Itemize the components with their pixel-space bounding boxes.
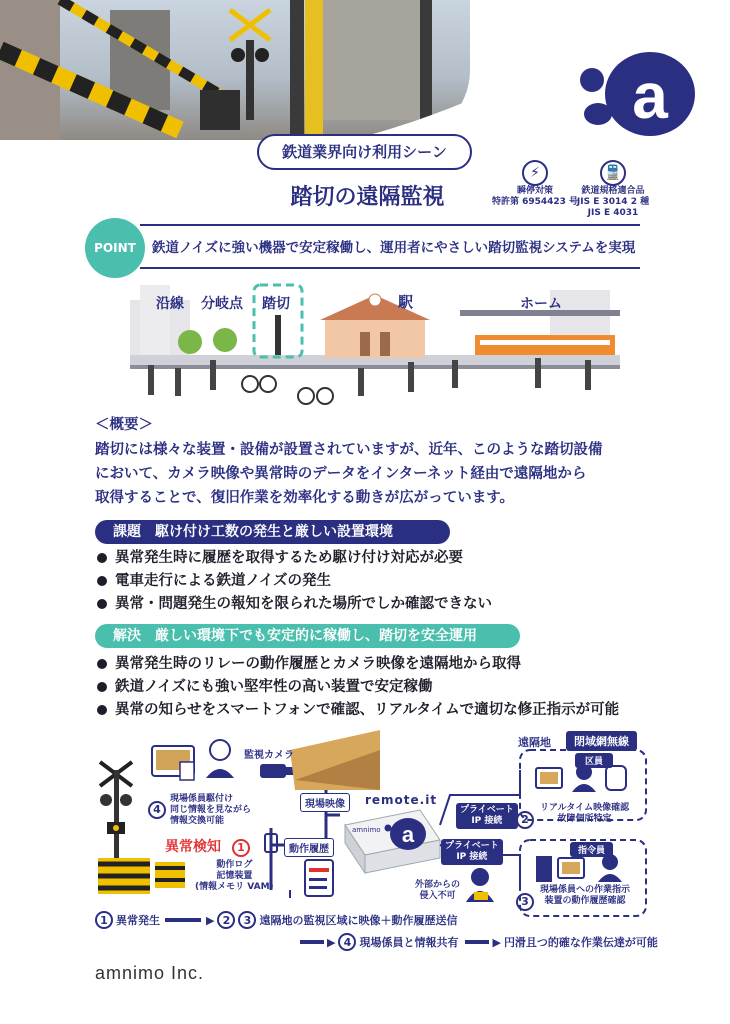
overview-heading: ＜概要＞ (95, 417, 153, 433)
issue-item-2-text: 電車走行による鉄道ノイズの発生 (115, 573, 332, 589)
standard-badge (578, 160, 648, 219)
standard-badge-line3: JIS E 4031 (587, 208, 639, 218)
device-label-3: (情報メモリ VAM) (195, 882, 274, 892)
arrow-right-icon (165, 918, 201, 922)
barrier-icon (98, 858, 185, 894)
solution-item-2-text: 鉄道ノイズにも強い堅牢性の高い装置で安定稼働 (115, 679, 433, 695)
point-badge: POINT (85, 218, 145, 278)
closed-network-tag: 閉域網無線 (566, 731, 637, 751)
step4-badge: 4 (148, 798, 166, 819)
step4-text-3: 情報交換可能 (170, 816, 225, 826)
solution-item-2 (97, 676, 433, 699)
overview-line-2: において、カメラ映像や異常時のデータをインターネット経由で遠隔地から (95, 466, 587, 482)
step1-badge: 1 (232, 836, 250, 857)
standard-badge-line1: 鉄道規格適合品 (581, 186, 645, 196)
solution-heading: 解決 厳しい環境下でも安定的に稼働し、踏切を安全運用 (95, 624, 520, 648)
remote-label: 遠隔地 (518, 736, 551, 749)
issue-item-1-text: 異常発生時に履歴を取得するため駆け付け対応が必要 (115, 550, 463, 566)
flow-step23-text: 遠隔地の監視区域に映像＋動作履歴送信 (259, 914, 458, 927)
device-brand: amnimo (352, 826, 381, 834)
device-label (195, 860, 274, 893)
router-device-icon (345, 810, 440, 873)
illustration-label-platform: ホーム (520, 296, 562, 312)
train-icon: 🚆 (600, 160, 626, 186)
camera-icon (260, 764, 294, 778)
staff-text-2: 故障個所特定 (557, 814, 612, 824)
arrow-right-icon (300, 940, 324, 944)
illustration-label-junction: 分岐点 (201, 296, 243, 312)
camera-label: 監視カメラ (244, 750, 294, 761)
svg-text:a: a (401, 822, 415, 847)
intrusion-label-2: 侵入不可 (419, 891, 456, 901)
overview-line-1: 踏切には様々な装置・設備が設置されていますが、近年、このような踏切設備 (95, 442, 603, 458)
scene-label: 鉄道業界向け利用シーン (257, 134, 472, 170)
issue-item-2 (97, 570, 331, 593)
patent-badge-line1: 瞬停対策 (516, 186, 553, 196)
anomaly-label: 異常検知 (165, 839, 221, 855)
company-name: amnimo Inc. (95, 963, 205, 983)
step4-text (170, 794, 251, 827)
staff-text (540, 803, 629, 825)
device-label-2: 記憶装置 (216, 871, 253, 881)
private-ip-tag-1 (456, 803, 518, 829)
solution-item-3 (97, 699, 619, 722)
staff-tag: 区員 (575, 753, 613, 768)
point-bottom-rule (140, 267, 640, 269)
step4-text-1: 現場係員駆付け (170, 794, 234, 804)
private-ip-tag-2-line2: IP 接続 (456, 852, 488, 862)
private-ip-tag-2-line1: プライベート (445, 841, 499, 851)
crossing-signal-icon (100, 762, 132, 870)
issue-item-3 (97, 593, 492, 616)
page-title: 踏切の遠隔監視 (290, 185, 445, 210)
issue-item-1 (97, 547, 463, 570)
lightning-icon: ⚡ (522, 160, 548, 186)
illustration-label-wayside: 沿線 (156, 296, 184, 312)
private-ip-tag-1-line1: プライベート (460, 805, 514, 815)
intrusion-label-1: 外部からの (415, 880, 461, 890)
step4-text-2: 同じ情報を見ながら (170, 805, 252, 815)
flow-line-1: 1 異常発生 ▶ 2 3 遠隔地の監視区域に映像＋動作履歴送信 (95, 911, 457, 929)
solution-item-1 (97, 653, 521, 676)
arrow-right-icon (465, 940, 489, 944)
step3-badge: 3 (516, 890, 534, 911)
history-tag: 動作履歴 (284, 838, 334, 857)
flow-step4-text: 現場係員と情報共有 (359, 936, 459, 949)
flow-line-2: ▶ 4 現場係員と情報共有 ▶ 円滑且つ的確な作業伝達が可能 (300, 933, 658, 951)
remoteit-logo: remote.it (365, 793, 438, 807)
standard-badge-line2: JIS E 3014 2 種 (576, 197, 650, 207)
intrusion-label (415, 880, 460, 902)
flow-result-text: 円滑且つ的確な作業伝達が可能 (503, 936, 658, 949)
solution-item-1-text: 異常発生時のリレーの動作履歴とカメラ映像を遠隔地から取得 (115, 656, 521, 672)
private-ip-tag-1-line2: IP 接続 (471, 816, 503, 826)
solution-item-3-text: 異常の知らせをスマートフォンで確認、リアルタイムで適切な修正指示が可能 (115, 702, 620, 718)
dispatcher-tag: 指令員 (570, 842, 613, 857)
illustration-label-crossing: 踏切 (262, 296, 290, 312)
flow-step1-text: 異常発生 (116, 914, 160, 927)
private-ip-tag-2 (441, 839, 503, 865)
video-tag: 現場映像 (300, 793, 350, 812)
patent-badge-line2: 特許第 6954423 号 (491, 197, 579, 207)
overview-line-3: 取得することで、復旧作業を効率化する動きが広がっています。 (95, 490, 515, 506)
point-top-rule (140, 224, 640, 226)
staff-text-1: リアルタイム映像確認 (540, 803, 630, 813)
issue-heading: 課題 駆け付け工数の発生と厳しい設置環境 (95, 520, 450, 544)
amnimo-logo (578, 48, 698, 140)
svg-text:a: a (632, 60, 668, 132)
issue-item-3-text: 異常・問題発生の報知を限られた場所でしか確認できない (115, 596, 492, 612)
step2-badge: 2 (516, 808, 534, 829)
dispatcher-text-2: 装置の動作履歴確認 (544, 896, 626, 906)
dispatcher-text (540, 885, 630, 907)
patent-badge (491, 160, 579, 208)
illustration-label-station: 駅 (398, 293, 414, 311)
device-label-1: 動作ログ (216, 860, 253, 870)
point-text: 鉄道ノイズに強い機器で安定稼働し、運用者にやさしい踏切監視システムを実現 (152, 240, 636, 256)
dispatcher-text-1: 現場係員への作業指示 (540, 885, 631, 895)
